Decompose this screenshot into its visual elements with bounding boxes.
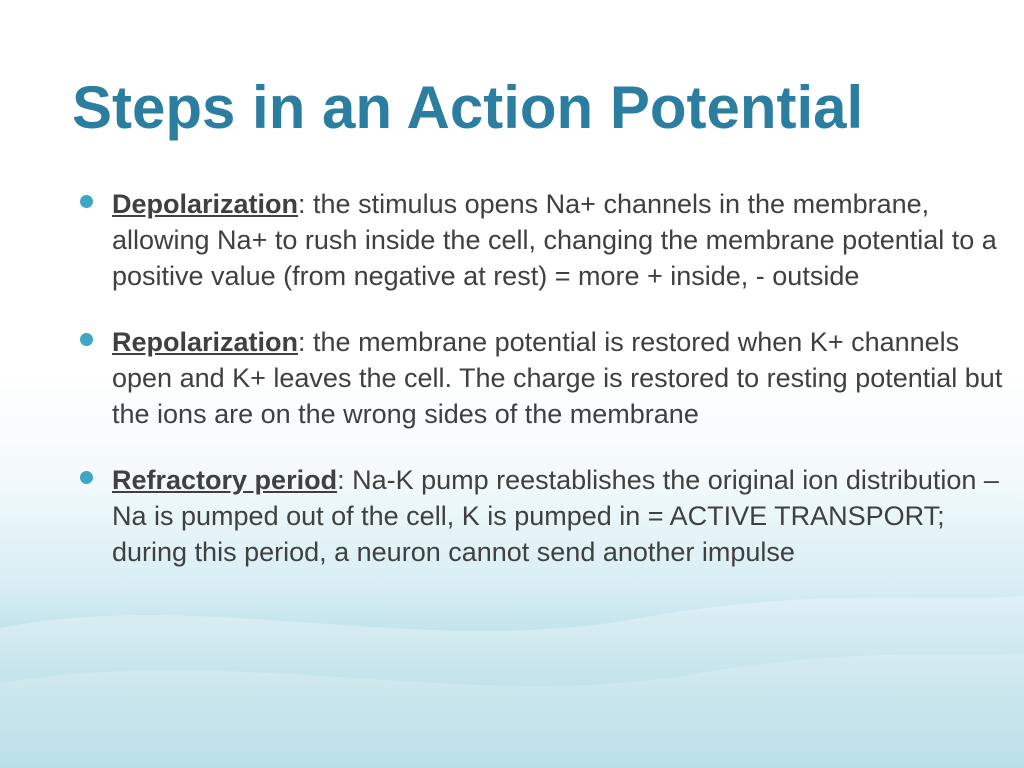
bullet-refractory-period	[78, 462, 1008, 570]
bullet-icon	[80, 471, 93, 484]
bullet-repolarization	[78, 324, 1008, 432]
bullet-term: Repolarization	[112, 327, 299, 357]
slide-title: Steps in an Action Potential	[72, 74, 864, 141]
bullet-icon	[80, 333, 93, 346]
bullet-text: : the stimulus opens Na+ channels in the membrane, allowing Na+ to rush inside the cell, changing the membrane potential to a positive value (from negative at rest) = more + inside, - outside	[112, 189, 997, 291]
bullet-text: : the membrane potential is restored when K+ channels open and K+ leaves the cell. The charge is restored to resting potential but the ions are on the wrong sides of the membrane	[112, 327, 1003, 429]
bullet-term: Refractory period	[112, 465, 338, 495]
bullet-depolarization	[78, 186, 1008, 294]
bullet-term: Depolarization	[112, 189, 299, 219]
bullet-icon	[80, 195, 93, 208]
bullet-list	[78, 186, 1008, 600]
bullet-text: : Na-K pump reestablishes the original ion distribution – Na is pumped out of the cell, K is pumped in = ACTIVE TRANSPORT; during this period, a neuron cannot send another impulse	[112, 465, 999, 567]
